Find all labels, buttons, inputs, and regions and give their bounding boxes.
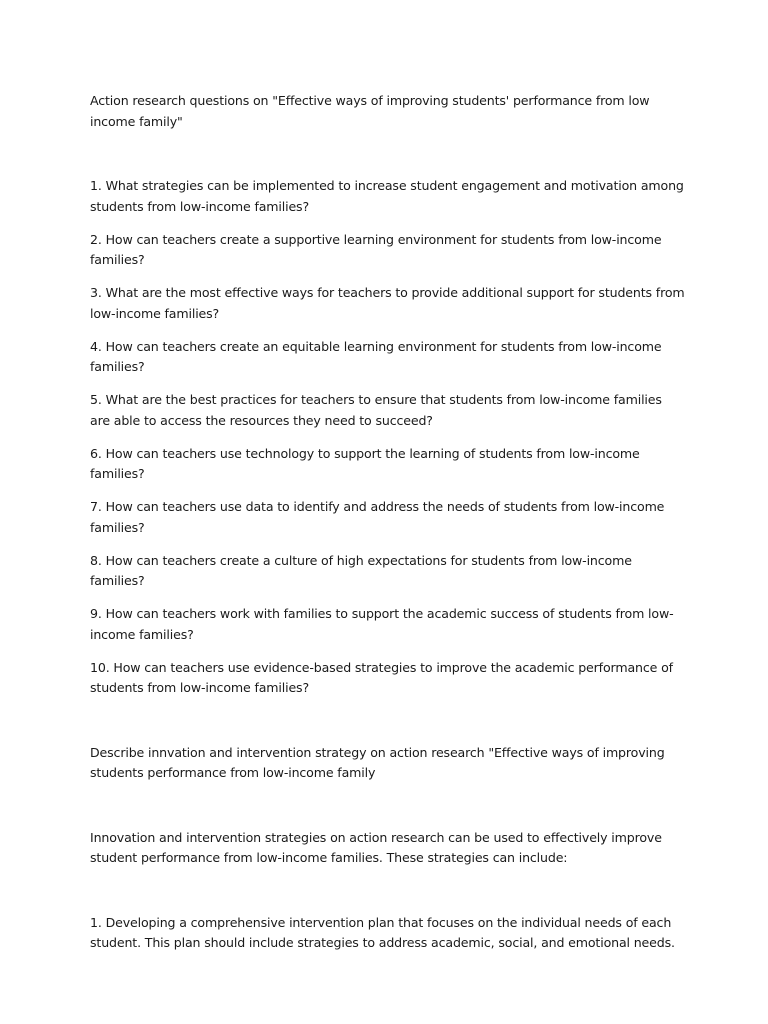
question-7: 7. How can teachers use data to identify and address the needs of students from low-income families? [90, 499, 665, 535]
question-2: 2. How can teachers create a supportive learning environment for students from low-income families? [90, 231, 662, 267]
section-heading: Describe innvation and intervention strategy on action research "Effective ways of improving students performance from low-income family [90, 744, 665, 780]
question-8: 8. How can teachers create a culture of high expectations for students from low-income families? [90, 552, 632, 588]
intro-paragraph: Innovation and intervention strategies on action research can be used to effectively improve student performance from low-income families. These strategies can include: [90, 829, 662, 865]
question-10: 10. How can teachers use evidence-based strategies to improve the academic performance of students from low-income families? [90, 659, 673, 695]
strategy-1: 1. Developing a comprehensive intervention plan that focuses on the individual needs of each student. This plan should include strategies to address academic, social, and emotional needs. [90, 914, 675, 950]
question-3: 3. What are the most effective ways for teachers to provide additional support for students from low-income families? [90, 285, 685, 321]
document-body [90, 91, 685, 954]
question-4: 4. How can teachers create an equitable learning environment for students from low-income families? [90, 338, 662, 374]
question-9: 9. How can teachers work with families to support the academic success of students from low-income families? [90, 606, 674, 642]
question-1: 1. What strategies can be implemented to increase student engagement and motivation among students from low-income families? [90, 178, 684, 214]
question-5: 5. What are the best practices for teachers to ensure that students from low-income families are able to access the resources they need to succeed? [90, 392, 662, 428]
document-title: Action research questions on "Effective ways of improving students' performance from low income family" [90, 93, 650, 129]
question-6: 6. How can teachers use technology to support the learning of students from low-income families? [90, 445, 640, 481]
